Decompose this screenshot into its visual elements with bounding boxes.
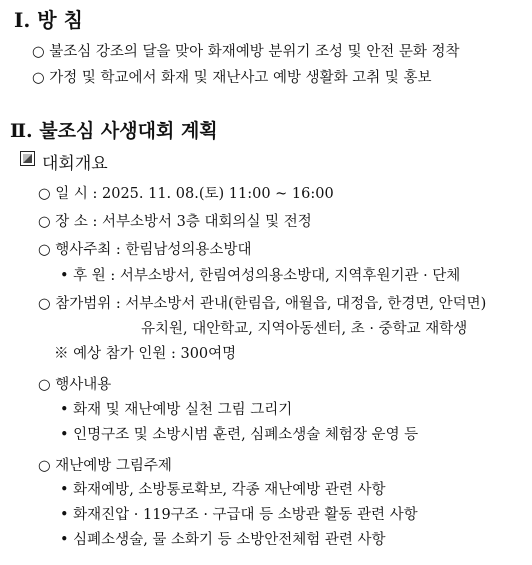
section1-bullet-2: ○ 가정 및 학교에서 화재 및 재난사고 예방 생활화 고취 및 홍보 (32, 70, 432, 86)
section1-title: Ⅰ. 방 침 (14, 8, 83, 32)
themes-heading: ○ 재난예방 그림주제 (38, 458, 172, 474)
event-item-2: • 인명구조 및 소방시범 훈련, 심폐소생술 체험장 운영 등 (60, 427, 419, 443)
overview-sponsor: • 후 원 : 서부소방서, 한림여성의용소방대, 지역후원기관 · 단체 (60, 268, 461, 284)
overview-expected-attendance: ※ 예상 참가 인원 : 300여명 (54, 346, 237, 362)
theme-item-1: • 화재예방, 소방통로확보, 각종 재난예방 관련 사항 (60, 482, 386, 498)
overview-scope-cont: 유치원, 대안학교, 지역아동센터, 초 · 중학교 재학생 (141, 321, 468, 337)
checkbox-square-icon (20, 151, 35, 166)
event-item-1: • 화재 및 재난예방 실천 그림 그리기 (60, 402, 293, 418)
events-heading: ○ 행사내용 (38, 377, 112, 393)
overview-scope: ○ 참가범위 : 서부소방서 관내(한림읍, 애월읍, 대정읍, 한경면, 안덕면) (38, 296, 487, 312)
overview-date: ○ 일 시 : 2025. 11. 08.(토) 11:00 ~ 16:00 (38, 186, 334, 202)
section2-title: Ⅱ. 불조심 사생대회 계획 (10, 120, 218, 142)
theme-item-2: • 화재진압 · 119구조 · 구급대 등 소방관 활동 관련 사항 (60, 507, 418, 523)
overview-subtitle: 대회개요 (42, 154, 108, 174)
overview-host: ○ 행사주최 : 한림남성의용소방대 (38, 242, 252, 258)
section1-bullet-1: ○ 불조심 강조의 달을 맞아 화재예방 분위기 조성 및 안전 문화 정착 (32, 44, 460, 60)
overview-venue: ○ 장 소 : 서부소방서 3층 대회의실 및 전정 (38, 214, 312, 230)
theme-item-3: • 심폐소생술, 물 소화기 등 소방안전체험 관련 사항 (60, 532, 386, 548)
